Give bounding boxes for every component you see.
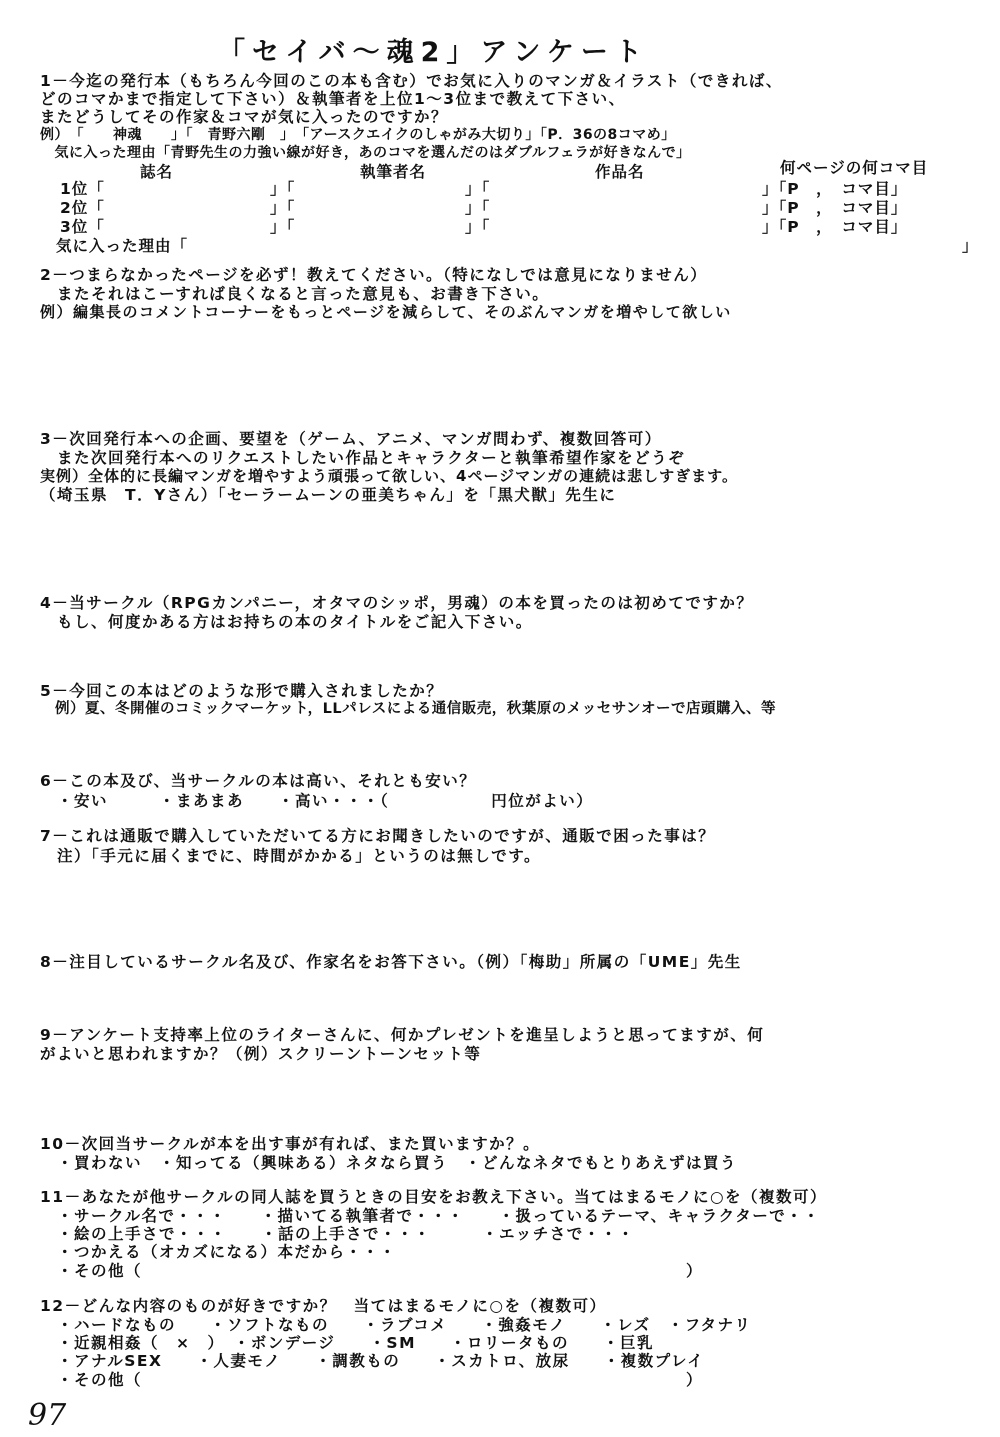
rank-bracket: 」「 xyxy=(465,199,491,217)
q4-line: 4－当サークル（RPGカンパニー，オタマのシッポ，男魂）の本を買ったのは初めてですか？ xyxy=(40,594,754,612)
q5-example: 例）夏、冬開催のコミックマーケット，LLパレスによる通信販売，秋葉原のメッセサンオーで店頭購入、等 xyxy=(40,701,776,717)
q2-line: またそれはこーすれば良くなると言った意見も、お書き下さい。 xyxy=(40,285,550,303)
q5-line: 5－今回この本はどのような形で購入されましたか？ xyxy=(40,682,444,700)
q11-options: ・サークル名で・・・ ・描いてる執筆者で・・・ ・扱っているテーマ、キャラクターで・・ xyxy=(40,1207,821,1225)
reason-close: 」 xyxy=(962,237,979,255)
header-page-panel: 何ページの何コマ目 xyxy=(780,159,929,177)
header-magazine: 誌名 xyxy=(140,163,174,181)
q7-note: 注）「手元に届くまでに、時間がかかる」というのは無しです。 xyxy=(40,847,542,865)
q2-example: 例）編集長のコメントコーナーをもっとページを減らして、そのぶんマンガを増やして欲しい xyxy=(40,303,732,321)
q1-line: またどうしてその作家＆コマが気に入ったのですか？ xyxy=(40,108,449,126)
q11-other: ・その他（ ） xyxy=(40,1262,704,1280)
q1-example: 例） 「 神魂 」「 青野六剛 」 「アースクエイクのしゃがみ大切り」「P．36の8コマめ」 xyxy=(40,127,676,143)
page-title: 「セイバ～魂2」アンケート xyxy=(218,37,649,68)
q6-options: ・安い ・まあまあ ・高い・・・（ 円位がよい） xyxy=(40,792,594,810)
q11-line: 11－あなたが他サークルの同人誌を買うときの目安をお教え下さい。当てはまるモノに○を（複数可） xyxy=(40,1188,827,1206)
page-number: 97 xyxy=(28,1398,67,1433)
q3-line: また次回発行本へのリクエストしたい作品とキャラクターと執筆希望作家をどうぞ xyxy=(40,449,686,467)
rank-label: 3位「 xyxy=(60,218,105,236)
rank-bracket: 」「 xyxy=(270,199,296,217)
q9-line: 9－アンケート支持率上位のライターさんに、何かプレゼントを進呈しようと思ってますが、何 xyxy=(40,1026,765,1044)
q1-example-reason: 気に入った理由「青野先生の力強い線が好き，あのコマを選んだのはダブルフェラが好きなんで」 xyxy=(40,145,691,161)
header-author: 執筆者名 xyxy=(360,163,427,181)
q12-other: ・その他（ ） xyxy=(40,1371,704,1389)
rank-bracket: 」「 xyxy=(465,180,491,198)
q2-line: 2－つまらなかったページを必ず！教えてください。（特になしでは意見になりません） xyxy=(40,266,708,284)
q10-line: 10－次回当サークルが本を出す事が有れば、また買いますか？。 xyxy=(40,1135,541,1153)
rank-bracket: 」「 xyxy=(270,180,296,198)
q11-options: ・絵の上手さで・・・ ・話の上手さで・・・ ・エッチさで・・・ xyxy=(40,1225,635,1243)
q3-example: （埼玉県 T．Yさん）「セーラームーンの亜美ちゃん」を「黒犬獣」先生に xyxy=(40,486,617,504)
q6-line: 6－この本及び、当サークルの本は高い、それとも安い？ xyxy=(40,772,477,790)
q8-line: 8－注目しているサークル名及び、作家名をお答下さい。（例）「梅助」所属の「UME」先生 xyxy=(40,953,742,971)
rank-page-field: 」「P ， コマ目」 xyxy=(762,180,908,198)
q12-line: 12－どんな内容のものが好きですか？ 当てはまるモノに○を（複数可） xyxy=(40,1297,607,1315)
rank-label: 1位「 xyxy=(60,180,105,198)
rank-bracket: 」「 xyxy=(270,218,296,236)
q11-options: ・つかえる（オカズになる）本だから・・・ xyxy=(40,1243,397,1261)
q3-line: 3－次回発行本への企画、要望を（ゲーム、アニメ、マンガ問わず、複数回答可） xyxy=(40,430,662,448)
q12-options: ・アナルSEX ・人妻モノ ・調教もの ・スカトロ、放尿 ・複数プレイ xyxy=(40,1352,705,1370)
reason-label: 気に入った理由「 xyxy=(56,237,189,255)
rank-label: 2位「 xyxy=(60,199,105,217)
q12-options: ・近親相姦（ × ） ・ボンデージ ・SM ・ロリータもの ・巨乳 xyxy=(40,1334,655,1352)
q1-line: 1－今迄の発行本（もちろん今回のこの本も含む）でお気に入りのマンガ＆イラスト（できれば、 xyxy=(40,72,783,90)
rank-page-field: 」「P ， コマ目」 xyxy=(762,199,908,217)
rank-page-field: 」「P ， コマ目」 xyxy=(762,218,908,236)
q12-options: ・ハードなもの ・ソフトなもの ・ラブコメ ・強姦モノ ・レズ ・フタナリ xyxy=(40,1316,752,1334)
q10-options: ・買わない ・知ってる（興味ある）ネタなら買う ・どんなネタでもとりあえずは買う xyxy=(40,1154,738,1172)
q1-line: どのコマかまで指定して下さい）＆執筆者を上位1～3位まで教えて下さい、 xyxy=(40,90,626,108)
header-work: 作品名 xyxy=(595,163,645,181)
q3-example: 実例）全体的に長編マンガを増やすよう頑張って欲しい、4ページマンガの連続は悲しすぎます。 xyxy=(40,467,738,485)
rank-bracket: 」「 xyxy=(465,218,491,236)
q9-line: がよいと思われますか？（例）スクリーントーンセット等 xyxy=(40,1045,482,1063)
q4-line: もし、何度かある方はお持ちの本のタイトルをご記入下さい。 xyxy=(40,613,533,631)
q7-line: 7－これは通販で購入していただいてる方にお聞きしたいのですが、通販で困った事は？ xyxy=(40,827,716,845)
